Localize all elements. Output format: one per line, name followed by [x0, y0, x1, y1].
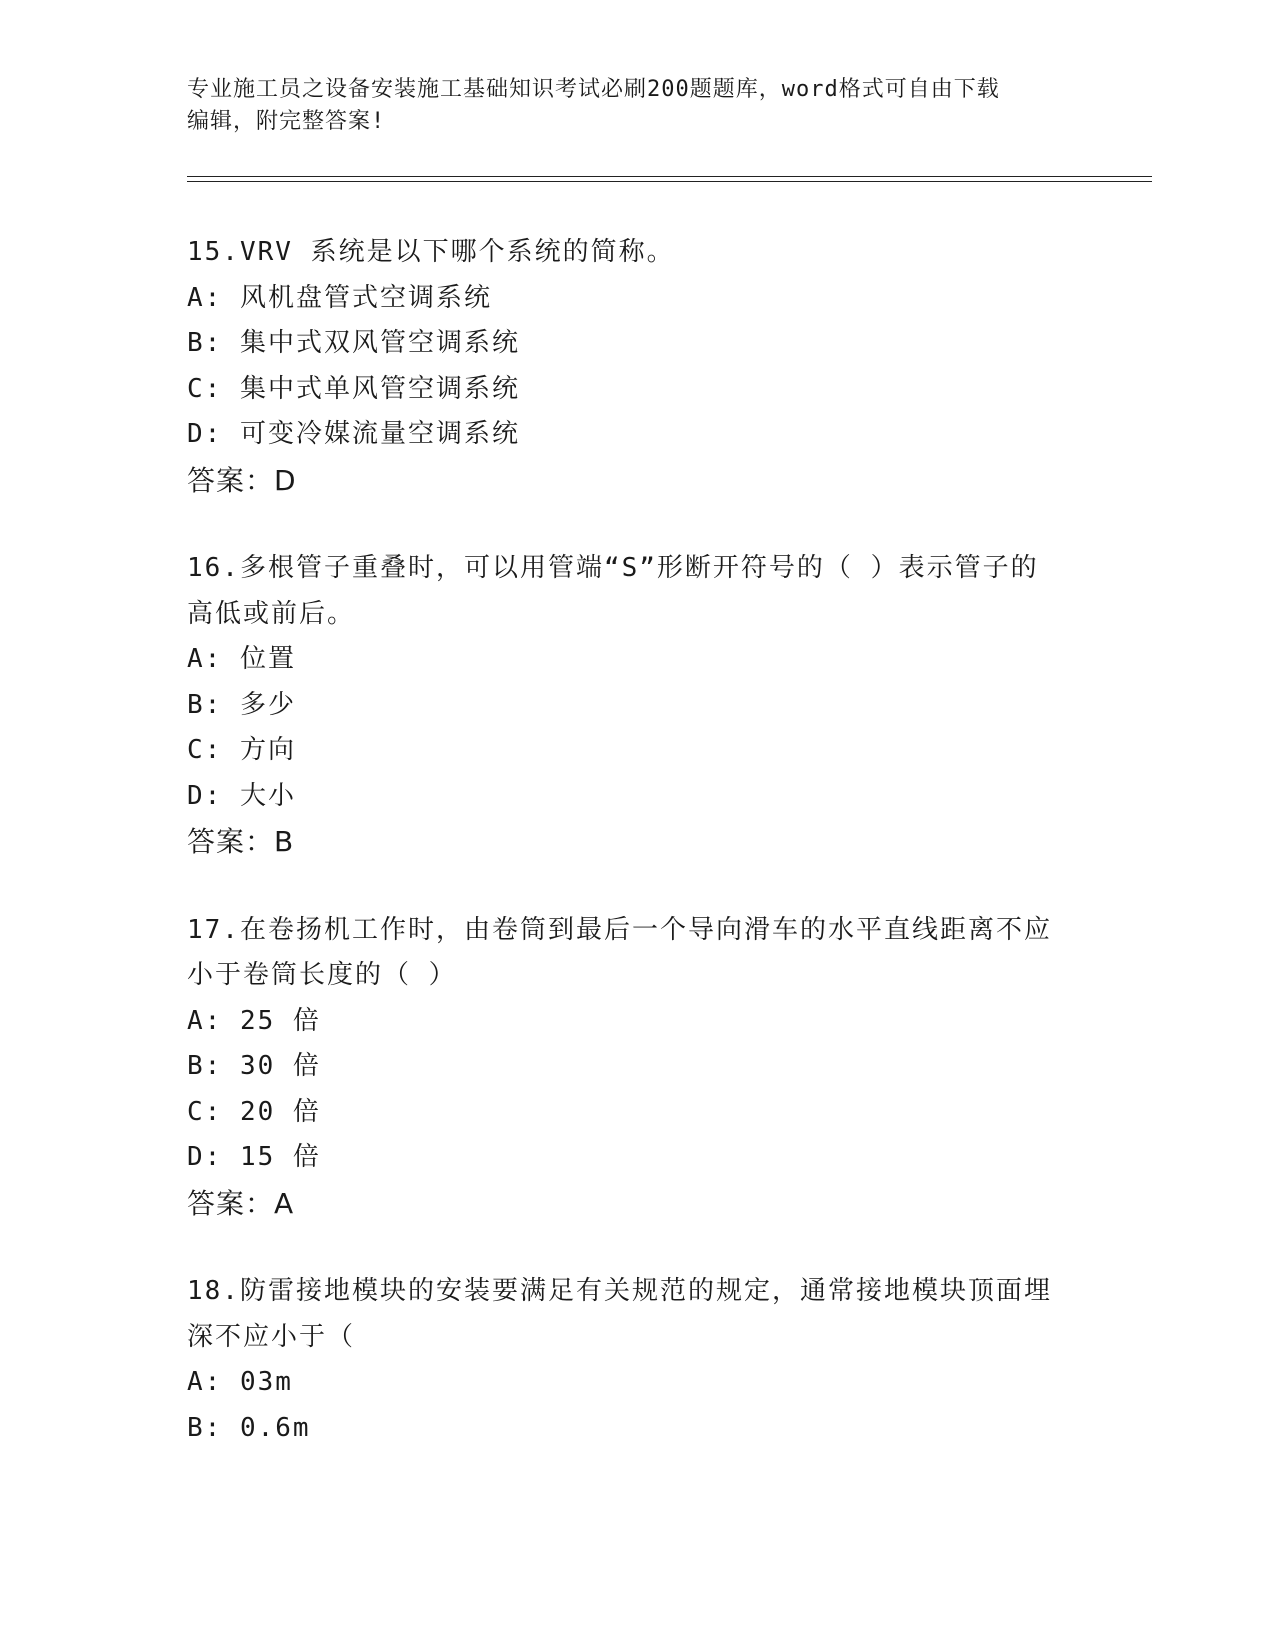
option-a [187, 637, 1087, 683]
option-b [187, 321, 1087, 367]
option-letter: B: [187, 1051, 223, 1081]
option-text: 可变冷媒流量空调系统 [239, 419, 520, 449]
option-text: 多少 [239, 689, 296, 720]
option-text: 集中式单风管空调系统 [239, 373, 520, 404]
option-text: 15 倍 [239, 1142, 321, 1172]
option-letter: B: [187, 689, 223, 720]
question-text: 16.多根管子重叠时，可以用管端“S”形断开符号的（ ）表示管子的 [187, 553, 1039, 583]
option-a [187, 276, 1087, 322]
option-letter: B: [187, 1412, 223, 1443]
option-letter: C: [187, 1096, 223, 1127]
option-letter: D: [187, 1142, 223, 1172]
option-letter: A: [187, 644, 223, 674]
option-letter: A: [187, 282, 223, 313]
option-d [187, 1135, 1087, 1181]
option-b [187, 683, 1087, 729]
option-c [187, 728, 1087, 774]
question-18 [187, 1269, 1087, 1451]
option-text: 大小 [239, 780, 296, 811]
option-text: 25 倍 [239, 1005, 321, 1036]
option-text: 风机盘管式空调系统 [239, 282, 492, 313]
option-letter: A: [187, 1367, 223, 1397]
option-a [187, 999, 1087, 1045]
option-letter: C: [187, 735, 223, 765]
option-b [187, 1044, 1087, 1090]
option-b [187, 1406, 1087, 1452]
option-letter: D: [187, 419, 223, 449]
question-text: 18.防雷接地模块的安装要满足有关规范的规定，通常接地模块顶面埋 [187, 1276, 1052, 1306]
option-letter: D: [187, 780, 223, 811]
option-text: 30 倍 [239, 1051, 321, 1081]
document-header [187, 74, 1087, 138]
question-text-continued: 高低或前后。 [187, 598, 356, 629]
option-d [187, 774, 1087, 820]
question-17 [187, 908, 1087, 1227]
option-text: 20 倍 [239, 1096, 321, 1127]
option-text: 位置 [239, 644, 296, 674]
header-line-1: 专业施工员之设备安装施工基础知识考试必刷200题题库，word格式可自由下载 [187, 77, 1000, 102]
question-15 [187, 230, 1087, 503]
answer-line: 答案：D [187, 463, 297, 497]
question-text-continued: 深不应小于（ [187, 1321, 356, 1352]
header-line-2: 编辑，附完整答案! [187, 109, 386, 134]
option-letter: C: [187, 373, 223, 404]
header-rule-top [187, 176, 1152, 177]
option-c [187, 367, 1087, 413]
option-text: 方向 [239, 735, 296, 765]
option-text: 0.6m [239, 1412, 311, 1443]
question-list [187, 230, 1087, 1494]
question-16 [187, 546, 1087, 865]
option-text: 集中式双风管空调系统 [239, 328, 520, 358]
question-text: 17.在卷扬机工作时，由卷筒到最后一个导向滑车的水平直线距离不应 [187, 914, 1052, 945]
option-a [187, 1360, 1087, 1406]
option-d [187, 412, 1087, 458]
answer-line: 答案：B [187, 825, 295, 858]
option-letter: A: [187, 1005, 223, 1036]
answer-line: 答案：A [187, 1186, 295, 1220]
option-c [187, 1090, 1087, 1136]
option-text: 03m [239, 1367, 293, 1397]
question-text: 15.VRV 系统是以下哪个系统的简称。 [187, 237, 675, 267]
header-rule-bottom [187, 181, 1152, 182]
option-letter: B: [187, 328, 223, 358]
question-text-continued: 小于卷筒长度的（ ） [187, 960, 457, 990]
